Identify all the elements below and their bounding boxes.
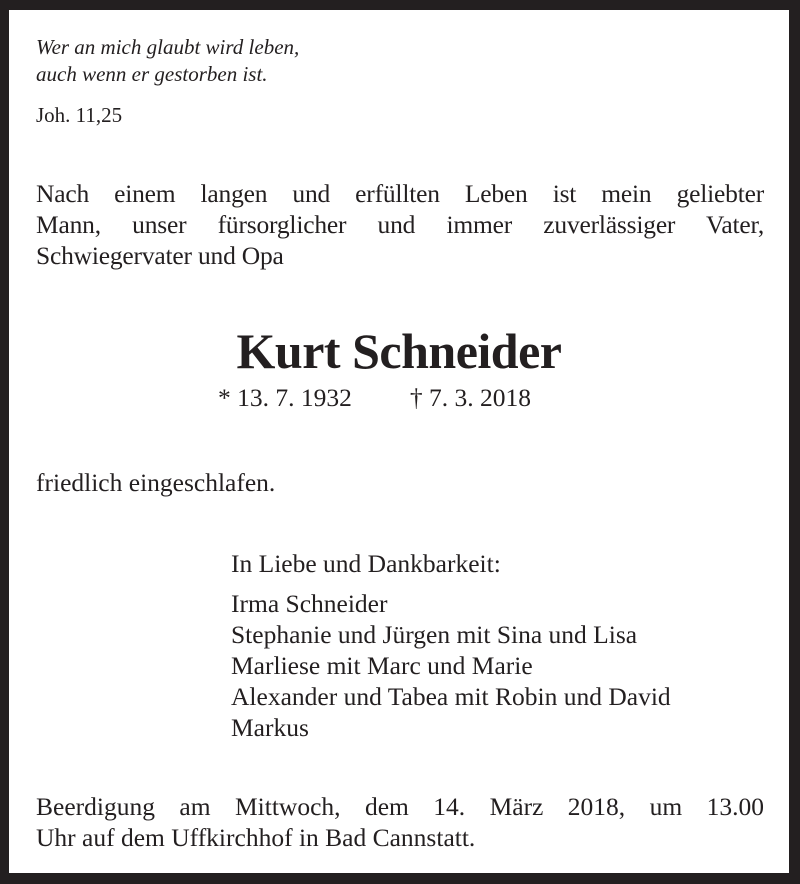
funeral-details xyxy=(36,791,764,853)
verse-line: Wer an mich glaubt wird leben, xyxy=(36,35,300,59)
mourner-name: Stephanie und Jürgen mit Sina und Lisa xyxy=(231,620,638,649)
funeral-line: Beerdigung am Mittwoch, dem 14. März 2018, um 13.00 xyxy=(36,792,764,821)
birth-date: * 13. 7. 1932 xyxy=(218,383,352,412)
funeral-line: Uhr auf dem Uffkirchhof in Bad Cannstatt. xyxy=(36,823,476,852)
mourner-name: Markus xyxy=(231,713,309,742)
bible-verse xyxy=(36,34,299,88)
intro-line: Mann, unser fürsorglicher und immer zuverlässiger Vater, xyxy=(36,210,764,239)
intro-paragraph xyxy=(36,178,764,271)
mourner-name: Marliese mit Marc und Marie xyxy=(231,651,533,680)
intro-line: Nach einem langen und erfüllten Leben ist mein geliebter xyxy=(36,179,764,208)
mourners-heading: In Liebe und Dankbarkeit: xyxy=(231,549,501,578)
mourner-name: Irma Schneider xyxy=(231,589,388,618)
verse-line: auch wenn er gestorben ist. xyxy=(36,62,268,86)
intro-line: Schwiegervater und Opa xyxy=(36,241,284,270)
obituary-notice xyxy=(9,10,789,873)
mourner-name: Alexander und Tabea mit Robin und David xyxy=(231,682,671,711)
mourners-block xyxy=(231,548,671,743)
verse-reference: Joh. 11,25 xyxy=(36,103,123,127)
deceased-name: Kurt Schneider xyxy=(236,323,562,379)
closing-phrase: friedlich eingeschlafen. xyxy=(36,468,276,497)
death-date: † 7. 3. 2018 xyxy=(409,383,531,412)
life-dates xyxy=(218,382,531,414)
